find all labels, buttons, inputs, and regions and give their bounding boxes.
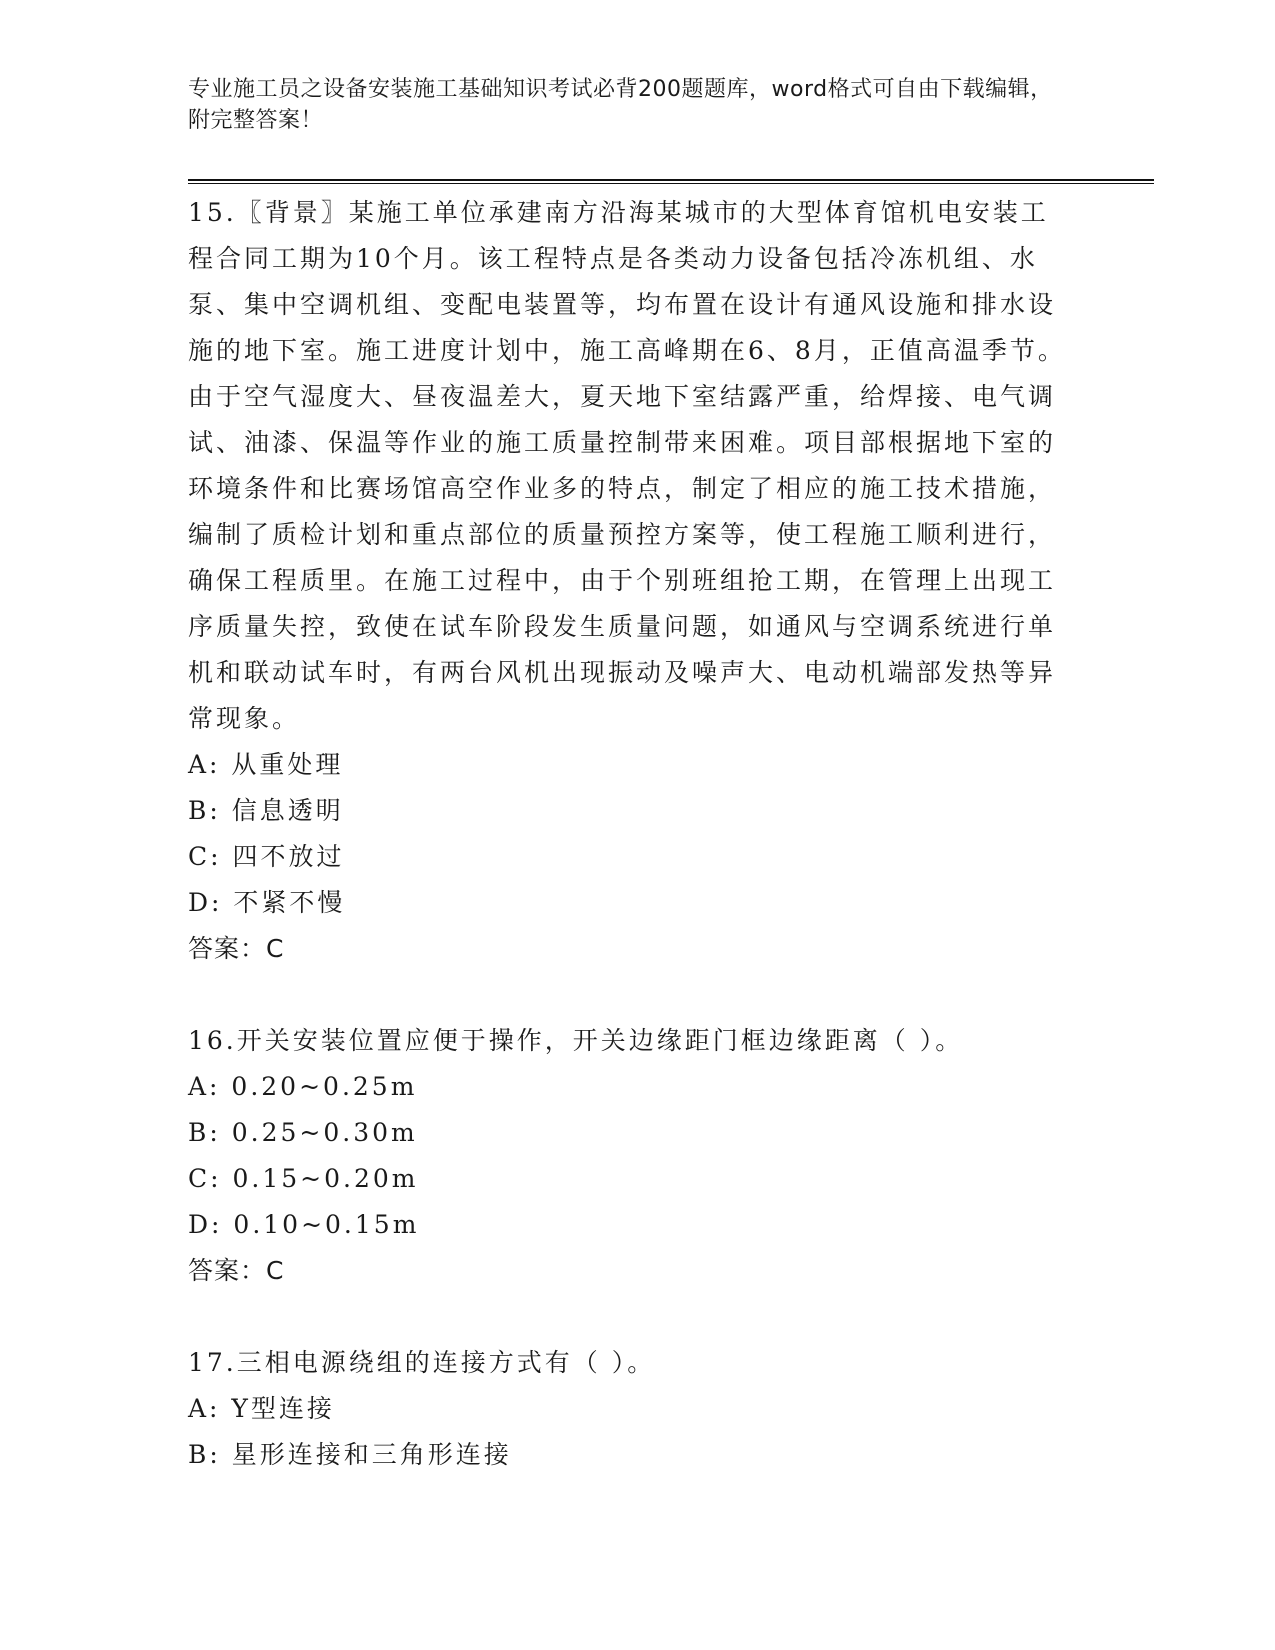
question-16 [188,1018,1088,1294]
option-a: A: 0.20~0.25m [188,1072,418,1101]
option-b: B: 信息透明 [188,796,344,825]
option-d: D: 不紧不慢 [188,888,346,917]
option-c: C: 四不放过 [188,842,345,871]
option-d: D: 0.10~0.15m [188,1210,420,1239]
spacer [188,1294,1088,1340]
option-c: C: 0.15~0.20m [188,1164,419,1193]
question-stem: 16.开关安装位置应便于操作，开关边缘距门框边缘距离（ ）。 [188,1026,964,1055]
question-stem: 15.〖背景〗某施工单位承建南方沿海某城市的大型体育馆机电安装工程合同工期为10个月。该工程特点是各类动力设备包括冷冻机组、水泵、集中空调机组、变配电装置等，均布置在设计有通风设施和排水设施的地下室。施工进度计划中，施工高峰期在6、8月，正值高温季节。由于空气湿度大、昼夜温差大，夏天地下室结露严重，给焊接、电气调试、油漆、保温等作业的施工质量控制带来困难。项目部根据地下室的环境条件和比赛场馆高空作业多的特点，制定了相应的施工技术措施，编制了质检计划和重点部位的质量预控方案等，使工程施工顺利进行，确保工程质里。在施工过程中，由于个别班组抢工期，在管理上出现工序质量失控，致使在试车阶段发生质量问题，如通风与空调系统进行单机和联动试车时，有两台风机出现振动及噪声大、电动机端部发热等异常现象。 [188,198,1066,733]
header-rule-thin [188,183,1154,184]
option-a: A: 从重处理 [188,750,344,779]
answer-line: 答案：C [188,934,285,963]
answer-line: 答案：C [188,1256,285,1285]
header-rule-thick [188,179,1154,181]
question-15 [188,190,1088,972]
question-17 [188,1340,1088,1478]
question-list [188,190,1088,1478]
option-b: B: 0.25~0.30m [188,1118,418,1147]
question-stem: 17.三相电源绕组的连接方式有（ ）。 [188,1348,656,1377]
document-header: 专业施工员之设备安装施工基础知识考试必背200题题库，word格式可自由下载编辑，附完整答案！ [188,77,1053,133]
option-a: A: Y型连接 [188,1394,335,1423]
spacer [188,972,1088,1018]
option-b: B: 星形连接和三角形连接 [188,1440,512,1469]
